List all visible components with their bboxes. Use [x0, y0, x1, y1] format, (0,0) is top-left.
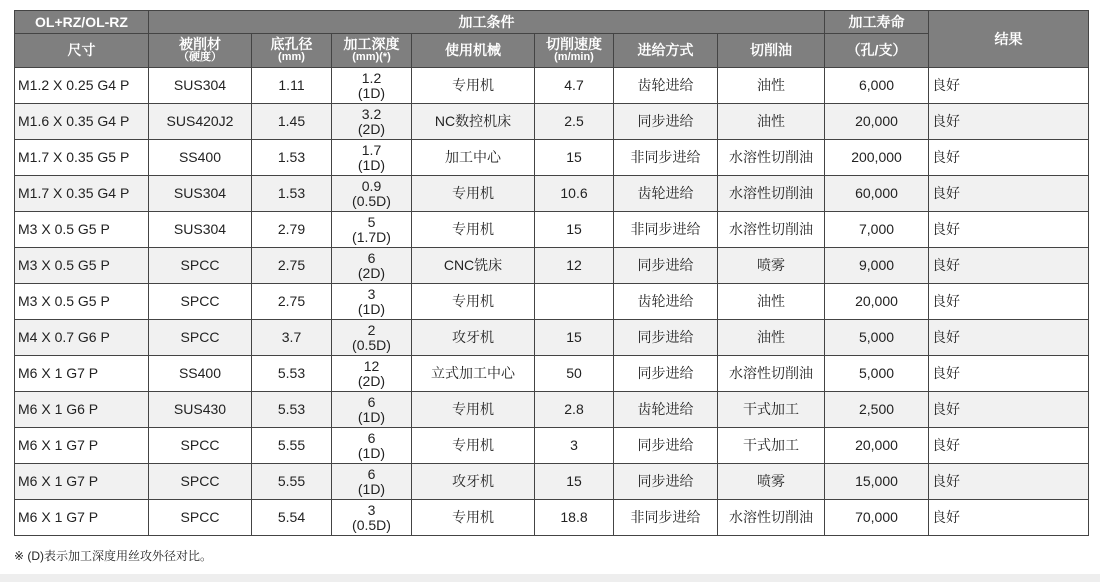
- cell-machine: NC数控机床: [412, 104, 535, 140]
- cell-size: M6 X 1 G7 P: [15, 500, 149, 536]
- cell-size: M1.2 X 0.25 G4 P: [15, 68, 149, 104]
- col-feed: 进给方式: [614, 34, 718, 68]
- cell-cutting-speed: 2.5: [535, 104, 614, 140]
- cell-cutting-speed: 2.8: [535, 392, 614, 428]
- cell-depth-value: 1.7: [361, 141, 382, 158]
- cell-depth: [332, 104, 412, 140]
- cell-depth: [332, 428, 412, 464]
- cell-feed-method: 非同步进给: [614, 212, 718, 248]
- cell-depth: [332, 176, 412, 212]
- cell-depth-value: 6: [367, 393, 376, 410]
- col-life-unit: （孔/支）: [825, 34, 929, 68]
- cell-material: SPCC: [149, 464, 252, 500]
- table-row: [15, 428, 1089, 464]
- col-speed-sub: (m/min): [554, 50, 594, 63]
- header-conditions: 加工条件: [149, 11, 825, 34]
- cell-size: M6 X 1 G6 P: [15, 392, 149, 428]
- cell-cutting-speed: 12: [535, 248, 614, 284]
- cell-depth-value: 5: [367, 213, 376, 230]
- cell-machine: 专用机: [412, 212, 535, 248]
- cell-machine: 专用机: [412, 284, 535, 320]
- cell-tool-life: 6,000: [825, 68, 929, 104]
- cell-hole-diameter: 2.79: [252, 212, 332, 248]
- cell-cutting-oil: 油性: [718, 104, 825, 140]
- cell-cutting-speed: 18.8: [535, 500, 614, 536]
- cell-material: SUS304: [149, 176, 252, 212]
- cell-cutting-oil: 喷雾: [718, 248, 825, 284]
- cell-material: SPCC: [149, 320, 252, 356]
- table-row: [15, 356, 1089, 392]
- col-material: [149, 34, 252, 68]
- col-depth-sub: (mm)(*): [352, 50, 391, 63]
- col-hole-sub: (mm): [278, 50, 305, 63]
- cell-depth-ratio: (2D): [357, 264, 386, 281]
- cell-machine: 专用机: [412, 500, 535, 536]
- col-speed: [535, 34, 614, 68]
- cell-feed-method: 同步进给: [614, 104, 718, 140]
- cell-cutting-oil: 水溶性切削油: [718, 176, 825, 212]
- cell-cutting-speed: [535, 284, 614, 320]
- cell-hole-diameter: 1.53: [252, 176, 332, 212]
- cell-feed-method: 非同步进给: [614, 140, 718, 176]
- cell-feed-method: 齿轮进给: [614, 176, 718, 212]
- cell-material: SUS420J2: [149, 104, 252, 140]
- cell-depth-ratio: (0.5D): [352, 192, 391, 209]
- cell-depth-ratio: (2D): [357, 120, 386, 137]
- cell-machine: 专用机: [412, 68, 535, 104]
- cell-depth-ratio: (2D): [357, 372, 386, 389]
- cell-depth: [332, 464, 412, 500]
- cell-hole-diameter: 1.45: [252, 104, 332, 140]
- col-material-label: 被削材: [179, 35, 221, 52]
- cell-feed-method: 同步进给: [614, 320, 718, 356]
- table-row: [15, 104, 1089, 140]
- cell-feed-method: 齿轮进给: [614, 392, 718, 428]
- cell-depth: [332, 248, 412, 284]
- cell-cutting-speed: 10.6: [535, 176, 614, 212]
- cell-material: SPCC: [149, 500, 252, 536]
- cell-feed-method: 同步进给: [614, 428, 718, 464]
- cell-tool-life: 70,000: [825, 500, 929, 536]
- col-depth: [332, 34, 412, 68]
- cell-depth-ratio: (1D): [357, 444, 386, 461]
- cell-hole-diameter: 5.55: [252, 464, 332, 500]
- cell-depth: [332, 500, 412, 536]
- cell-size: M3 X 0.5 G5 P: [15, 284, 149, 320]
- cell-tool-life: 60,000: [825, 176, 929, 212]
- cell-cutting-oil: 喷雾: [718, 464, 825, 500]
- cell-machine: 攻牙机: [412, 464, 535, 500]
- table-row: [15, 500, 1089, 536]
- col-depth-label: 加工深度: [343, 35, 400, 52]
- cell-machine: 专用机: [412, 428, 535, 464]
- cell-depth-value: 12: [363, 357, 380, 374]
- cell-material: SUS304: [149, 68, 252, 104]
- cell-size: M4 X 0.7 G6 P: [15, 320, 149, 356]
- cell-depth-value: 3.2: [361, 105, 382, 122]
- cell-depth-value: 1.2: [361, 69, 382, 86]
- cell-machine: 专用机: [412, 392, 535, 428]
- cell-cutting-oil: 油性: [718, 320, 825, 356]
- cell-cutting-oil: 水溶性切削油: [718, 212, 825, 248]
- cell-size: M1.6 X 0.35 G4 P: [15, 104, 149, 140]
- tapping-results-table-container: [14, 10, 1088, 536]
- cell-hole-diameter: 3.7: [252, 320, 332, 356]
- cell-size: M1.7 X 0.35 G4 P: [15, 176, 149, 212]
- table-row: [15, 212, 1089, 248]
- header-tool-life: 加工寿命: [825, 11, 929, 34]
- cell-cutting-speed: 4.7: [535, 68, 614, 104]
- col-hole-label: 底孔径: [270, 35, 313, 52]
- cell-hole-diameter: 2.75: [252, 248, 332, 284]
- cell-cutting-oil: 水溶性切削油: [718, 356, 825, 392]
- cell-cutting-oil: 干式加工: [718, 392, 825, 428]
- table-row: [15, 464, 1089, 500]
- cell-machine: 攻牙机: [412, 320, 535, 356]
- cell-depth-value: 3: [367, 501, 376, 518]
- cell-depth: [332, 392, 412, 428]
- cell-hole-diameter: 1.53: [252, 140, 332, 176]
- cell-feed-method: 同步进给: [614, 248, 718, 284]
- cell-depth-ratio: (1D): [357, 84, 386, 101]
- cell-machine: 专用机: [412, 176, 535, 212]
- table-row: [15, 140, 1089, 176]
- header-series: OL+RZ/OL-RZ: [15, 11, 149, 34]
- cell-result: 良好: [929, 464, 1089, 500]
- cell-cutting-speed: 50: [535, 356, 614, 392]
- cell-machine: 立式加工中心: [412, 356, 535, 392]
- cell-tool-life: 20,000: [825, 284, 929, 320]
- col-speed-label: 切削速度: [546, 35, 602, 52]
- cell-size: M6 X 1 G7 P: [15, 356, 149, 392]
- cell-result: 良好: [929, 356, 1089, 392]
- cell-material: SPCC: [149, 284, 252, 320]
- table-row: [15, 320, 1089, 356]
- cell-depth-value: 2: [367, 321, 376, 338]
- cell-feed-method: 齿轮进给: [614, 68, 718, 104]
- cell-cutting-oil: 干式加工: [718, 428, 825, 464]
- cell-feed-method: 同步进给: [614, 464, 718, 500]
- cell-result: 良好: [929, 320, 1089, 356]
- cell-result: 良好: [929, 104, 1089, 140]
- tapping-results-table: [14, 10, 1089, 536]
- col-hole: [252, 34, 332, 68]
- col-material-sub: （硬度）: [178, 50, 222, 63]
- cell-result: 良好: [929, 284, 1089, 320]
- table-row: [15, 284, 1089, 320]
- cell-hole-diameter: 5.54: [252, 500, 332, 536]
- cell-cutting-speed: 15: [535, 320, 614, 356]
- cell-result: 良好: [929, 248, 1089, 284]
- col-size: 尺寸: [15, 34, 149, 68]
- cell-tool-life: 20,000: [825, 428, 929, 464]
- cell-hole-diameter: 5.53: [252, 392, 332, 428]
- table-row: [15, 176, 1089, 212]
- cell-tool-life: 2,500: [825, 392, 929, 428]
- cell-material: SS400: [149, 140, 252, 176]
- cell-cutting-oil: 水溶性切削油: [718, 140, 825, 176]
- cell-material: SS400: [149, 356, 252, 392]
- cell-result: 良好: [929, 500, 1089, 536]
- cell-size: M1.7 X 0.35 G5 P: [15, 140, 149, 176]
- col-machine: 使用机械: [412, 34, 535, 68]
- cell-cutting-speed: 15: [535, 464, 614, 500]
- cell-result: 良好: [929, 176, 1089, 212]
- cell-cutting-oil: 油性: [718, 284, 825, 320]
- cell-material: SPCC: [149, 428, 252, 464]
- cell-depth-value: 6: [367, 465, 376, 482]
- cell-feed-method: 同步进给: [614, 356, 718, 392]
- cell-cutting-speed: 15: [535, 140, 614, 176]
- cell-tool-life: 7,000: [825, 212, 929, 248]
- cell-depth: [332, 68, 412, 104]
- cell-size: M6 X 1 G7 P: [15, 428, 149, 464]
- cell-result: 良好: [929, 140, 1089, 176]
- cell-tool-life: 15,000: [825, 464, 929, 500]
- cell-feed-method: 非同步进给: [614, 500, 718, 536]
- cell-size: M6 X 1 G7 P: [15, 464, 149, 500]
- footnote: ※ (D)表示加工深度用丝攻外径对比。: [14, 549, 213, 563]
- cell-depth: [332, 320, 412, 356]
- cell-cutting-speed: 3: [535, 428, 614, 464]
- cell-material: SPCC: [149, 248, 252, 284]
- cell-feed-method: 齿轮进给: [614, 284, 718, 320]
- cell-tool-life: 200,000: [825, 140, 929, 176]
- cell-machine: CNC铣床: [412, 248, 535, 284]
- table-row: [15, 392, 1089, 428]
- table-body: [15, 68, 1089, 536]
- cell-depth-ratio: (1.7D): [352, 228, 391, 245]
- col-oil: 切削油: [718, 34, 825, 68]
- cell-hole-diameter: 5.53: [252, 356, 332, 392]
- cell-cutting-oil: 水溶性切削油: [718, 500, 825, 536]
- cell-depth-value: 6: [367, 429, 376, 446]
- header-result: 结果: [929, 11, 1089, 68]
- cell-hole-diameter: 1.11: [252, 68, 332, 104]
- cell-result: 良好: [929, 212, 1089, 248]
- cell-depth-value: 0.9: [361, 177, 382, 194]
- cell-machine: 加工中心: [412, 140, 535, 176]
- cell-tool-life: 5,000: [825, 320, 929, 356]
- cell-result: 良好: [929, 68, 1089, 104]
- cell-depth: [332, 212, 412, 248]
- cell-result: 良好: [929, 392, 1089, 428]
- cell-hole-diameter: 5.55: [252, 428, 332, 464]
- cell-cutting-oil: 油性: [718, 68, 825, 104]
- cell-size: M3 X 0.5 G5 P: [15, 212, 149, 248]
- cell-depth-ratio: (1D): [357, 156, 386, 173]
- cell-tool-life: 20,000: [825, 104, 929, 140]
- cell-size: M3 X 0.5 G5 P: [15, 248, 149, 284]
- cell-depth-value: 3: [367, 285, 376, 302]
- cell-hole-diameter: 2.75: [252, 284, 332, 320]
- footer-bar: [0, 574, 1100, 582]
- cell-material: SUS304: [149, 212, 252, 248]
- cell-depth-ratio: (1D): [357, 300, 386, 317]
- cell-cutting-speed: 15: [535, 212, 614, 248]
- cell-tool-life: 9,000: [825, 248, 929, 284]
- cell-depth-ratio: (1D): [357, 480, 386, 497]
- cell-result: 良好: [929, 428, 1089, 464]
- cell-depth-ratio: (0.5D): [352, 336, 391, 353]
- table-row: [15, 248, 1089, 284]
- cell-material: SUS430: [149, 392, 252, 428]
- cell-depth: [332, 140, 412, 176]
- cell-depth-value: 6: [367, 249, 376, 266]
- cell-tool-life: 5,000: [825, 356, 929, 392]
- cell-depth: [332, 356, 412, 392]
- cell-depth-ratio: (1D): [357, 408, 386, 425]
- cell-depth: [332, 284, 412, 320]
- cell-depth-ratio: (0.5D): [352, 516, 391, 533]
- table-row: [15, 68, 1089, 104]
